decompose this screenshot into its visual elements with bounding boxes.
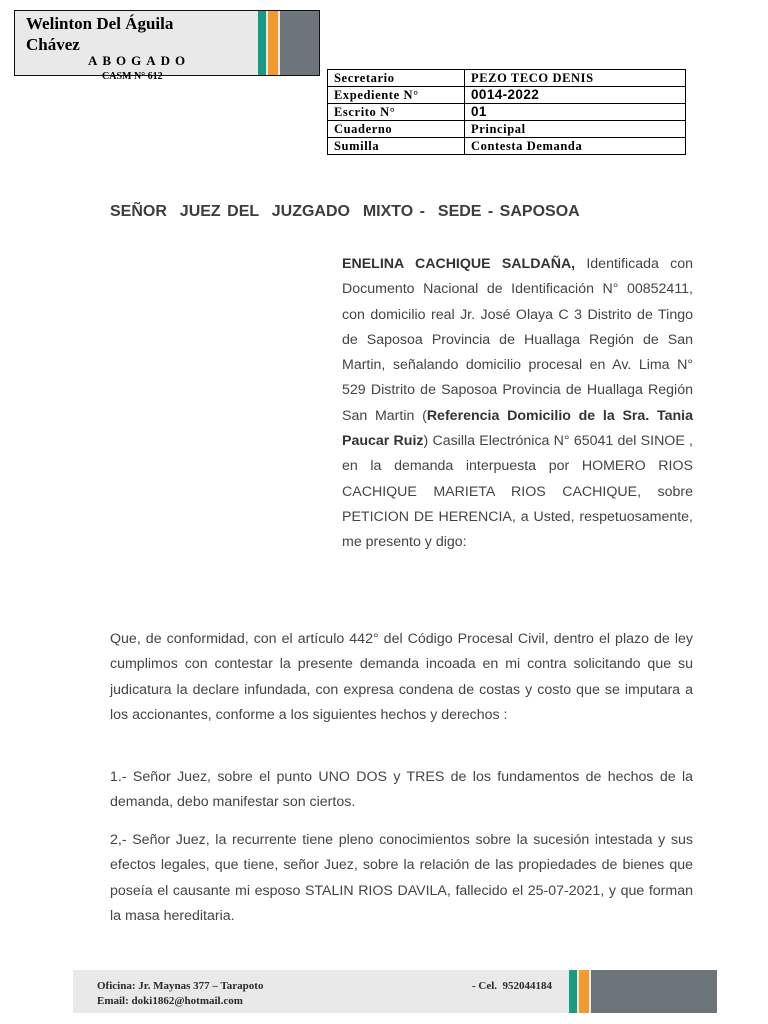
paragraph-que: Que, de conformidad, con el artículo 442° del Código Procesal Civil, dentro el plazo de ley cumplimos con contestar la presente demanda incoada en mi contra solicitando que su judicatura la declare infundada, con expresa condena de costas y costo que se imputara a los accionantes, conforme a los siguientes hechos y derechos : xyxy=(110,631,693,723)
gray-block xyxy=(280,11,319,75)
intro-text-1: Identificada con Documento Nacional de Identificación N° 00852411, con domicilio real Jr. José Olaya C 3 Distrito de Tingo de Saposoa Provincia de Huallaga Región de San Martin, señalando domicilio procesal en Av. Lima N° 529 Distrito de Saposoa Provincia de Huallaga Región San Martin ( xyxy=(342,256,693,424)
escrito-value: 01 xyxy=(465,104,686,121)
paragraph-point-2: 2,- Señor Juez, la recurrente tiene pleno conocimientos sobre la sucesión intestada y sus efectos legales, que tiene, señor Juez, sobre la relación de las propiedades de bienes que poseía el causante mi esposo STALIN RIOS DAVILA, fallecido el 25-07-2021, y que forman la masa hereditaria. xyxy=(110,832,693,924)
footer xyxy=(73,970,717,1013)
letterhead xyxy=(14,10,320,82)
table-row xyxy=(328,121,686,138)
sumilla-label: Sumilla xyxy=(328,138,465,155)
phone-number: - Cel. 952044184 xyxy=(472,980,553,992)
expediente-value: 0014-2022 xyxy=(465,87,686,104)
orange-stripe xyxy=(579,970,589,1013)
intro-text-2: ) Casilla Electrónica N° 65041 del SINOE , en la demanda interpuesta por HOMERO RIOS CACHIQUE MARIETA RIOS CACHIQUE, sobre PETICION DE HERENCIA, a Usted, respetuosamente, me presento y digo: xyxy=(342,433,693,551)
table-row xyxy=(328,70,686,87)
table-row xyxy=(328,104,686,121)
table-row xyxy=(328,87,686,104)
email-address: Email: doki1862@hotmail.com xyxy=(97,995,243,1007)
teal-stripe xyxy=(569,970,577,1013)
paragraph-point-1: 1.- Señor Juez, sobre el punto UNO DOS y TRES de los fundamentos de hechos de la demanda, debo manifestar son ciertos. xyxy=(110,769,693,811)
casm-number: CASM N° 612 xyxy=(102,71,163,82)
teal-stripe xyxy=(258,11,266,75)
lawyer-name: Welinton Del Águila Chávez xyxy=(26,14,174,54)
defendant-name: ENELINA CACHIQUE SALDAÑA, xyxy=(342,256,576,272)
intro-paragraph xyxy=(342,252,693,556)
secretario-value: PEZO TECO DENIS xyxy=(465,70,686,87)
expediente-label: Expediente N° xyxy=(328,87,465,104)
sumilla-value: Contesta Demanda xyxy=(465,138,686,155)
secretario-label: Secretario xyxy=(328,70,465,87)
lawyer-title: ABOGADO xyxy=(88,53,191,68)
office-address: Oficina: Jr. Maynas 377 – Tarapoto xyxy=(97,980,264,992)
domicile-reference: Referencia Domicilio de la Sra. Tania Paucar Ruiz xyxy=(342,407,693,450)
escrito-label: Escrito N° xyxy=(328,104,465,121)
gray-block xyxy=(591,970,717,1013)
cuaderno-value: Principal xyxy=(465,121,686,138)
case-info-table xyxy=(327,69,686,155)
orange-stripe xyxy=(268,11,278,75)
cuaderno-label: Cuaderno xyxy=(328,121,465,138)
table-row xyxy=(328,138,686,155)
court-heading: SEÑOR JUEZ DEL JUZGADO MIXTO - SEDE - SAPOSOA xyxy=(110,203,580,220)
